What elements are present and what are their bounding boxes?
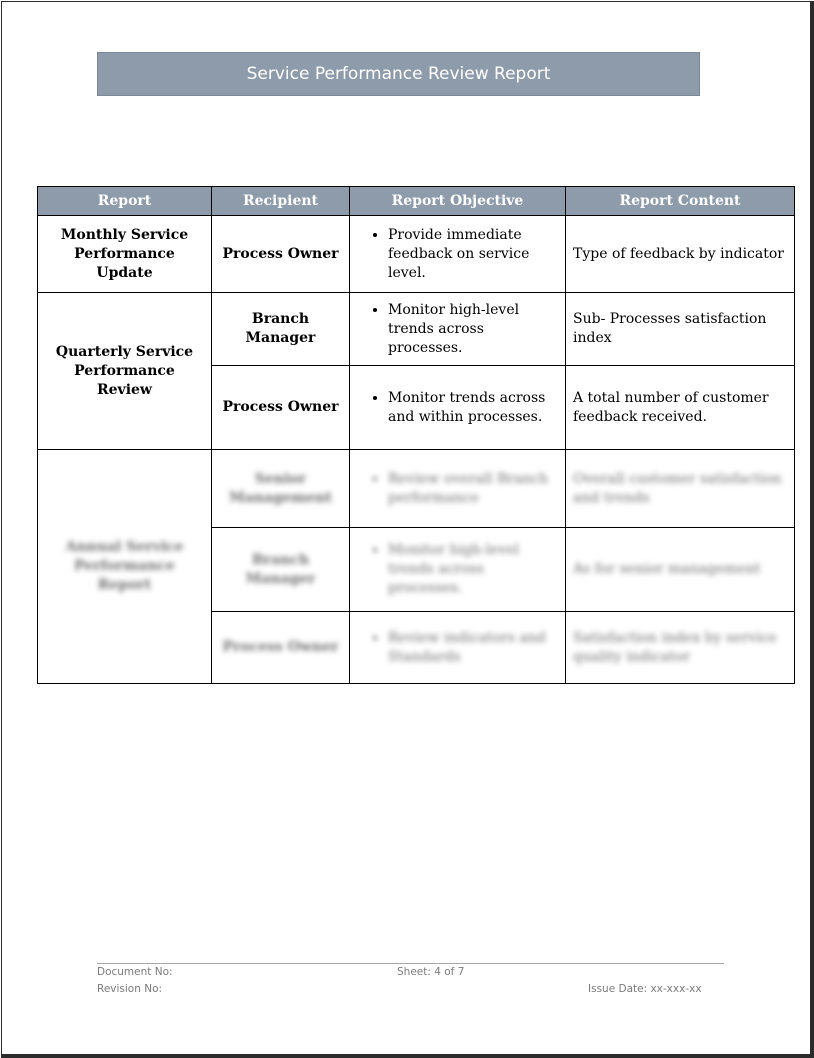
recipient-cell xyxy=(212,612,350,684)
objective-cell xyxy=(350,612,566,684)
blurred-text: Satisfaction index by service quality indicator xyxy=(573,629,777,665)
blurred-text: Process Owner xyxy=(222,639,339,655)
objective-cell xyxy=(350,366,566,450)
table-row xyxy=(38,450,795,528)
report-name-cell: Quarterly Service Performance Review xyxy=(38,293,212,450)
objective-bullet: • Monitor high-level trends across processes. xyxy=(388,541,558,598)
document-page xyxy=(1,1,814,1058)
content-cell: Type of feedback by indicator xyxy=(566,216,795,293)
header-report: Report xyxy=(38,187,212,216)
header-objective: Report Objective xyxy=(350,187,566,216)
footer-sheet: Sheet: 4 of 7 xyxy=(397,966,465,978)
table-row xyxy=(38,216,795,293)
review-table xyxy=(37,186,795,684)
header-recipient: Recipient xyxy=(212,187,350,216)
report-name-cell: Monthly Service Performance Update xyxy=(38,216,212,293)
blurred-text: Branch Manager xyxy=(245,551,316,587)
content-cell xyxy=(566,528,795,612)
header-content: Report Content xyxy=(566,187,795,216)
blurred-text: Annual Service Performance Report xyxy=(65,539,184,593)
blurred-text: Senior Management xyxy=(229,470,332,506)
objective-bullet: • Review indicators and Standards xyxy=(388,629,558,667)
recipient-cell: Process Owner xyxy=(212,366,350,450)
table-row xyxy=(38,293,795,366)
objective-bullet: • Review overall Branch performance xyxy=(388,470,558,508)
footer-divider xyxy=(97,963,724,964)
content-cell: A total number of customer feedback received. xyxy=(566,366,795,450)
blurred-text: Overall customer satisfaction and trends xyxy=(573,470,782,506)
content-cell xyxy=(566,450,795,528)
objective-bullet: • Monitor trends across and within processes. xyxy=(388,389,558,427)
content-cell xyxy=(566,612,795,684)
objective-cell xyxy=(350,450,566,528)
report-title: Service Performance Review Report xyxy=(97,52,700,96)
recipient-cell: Process Owner xyxy=(212,216,350,293)
footer-document-no: Document No: xyxy=(97,966,173,978)
objective-cell xyxy=(350,528,566,612)
report-name-cell xyxy=(38,450,212,684)
table-header-row xyxy=(38,187,795,216)
objective-cell xyxy=(350,216,566,293)
objective-bullet: • Monitor high-level trends across processes. xyxy=(388,301,558,358)
recipient-cell: Branch Manager xyxy=(212,293,350,366)
recipient-cell xyxy=(212,450,350,528)
objective-cell xyxy=(350,293,566,366)
footer-revision-no: Revision No: xyxy=(97,983,163,995)
recipient-cell xyxy=(212,528,350,612)
blurred-text: As for senior management xyxy=(573,561,761,577)
footer-issue-date: Issue Date: xx-xxx-xx xyxy=(588,983,702,995)
objective-bullet: • Provide immediate feedback on service level. xyxy=(388,226,558,283)
content-cell: Sub- Processes satisfaction index xyxy=(566,293,795,366)
